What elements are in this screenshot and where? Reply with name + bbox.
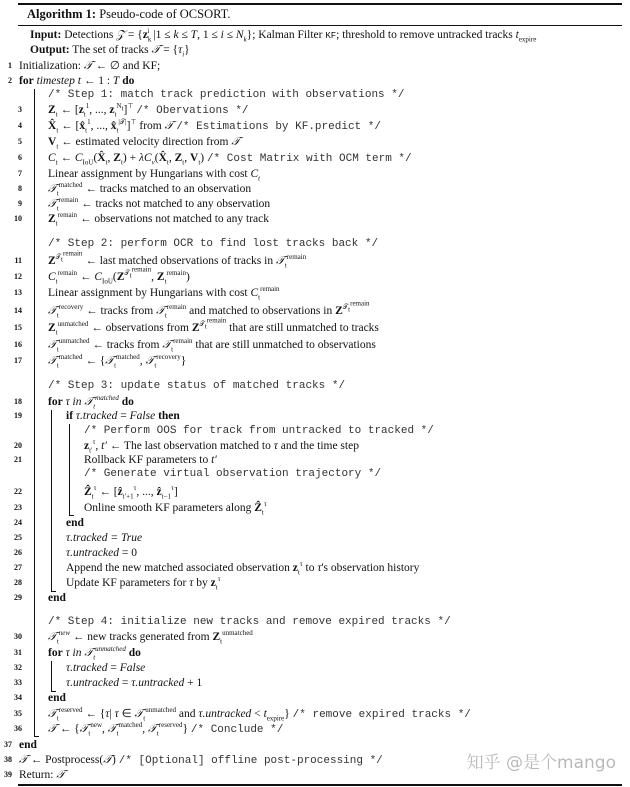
algo-line-30: 30 𝒯$_t^{new}$ ← new tracks generated from $Z_t^{unmatched}$	[0, 629, 630, 645]
algo-line-15: 15 $Z_t^{unmatched}$ ← observations from $Z^{𝒯_t^{remain}}$ that are still unmatched to tracks	[0, 320, 630, 336]
line-number: 22	[14, 487, 22, 496]
algo-line-14: 14 𝒯$_t^{recovery}$ ← tracks from 𝒯$_t^{remain}$ and matched to observations in $Z^{𝒯_t^{remain}}$	[0, 303, 630, 319]
algo-line-34	[0, 690, 630, 706]
line-number: 18	[14, 397, 22, 406]
line-number: 38	[4, 755, 12, 764]
algo-line-13: 13 Linear assignment by Hungarians with cost $C_t^{remain}$	[0, 285, 630, 301]
line-number: 21	[14, 455, 22, 464]
algo-line-36: 36 𝒯 ← {𝒯$_t^{new}$, 𝒯$_t^{matched}$, 𝒯$_t^{reserved}$} /* Conclude */	[0, 721, 630, 737]
algo-line-11: 11 $Z^{𝒯_t^{remain}}$ ← last matched observations of tracks in 𝒯$_t^{remain}$	[0, 253, 630, 269]
line-number: 20	[14, 441, 22, 450]
output-line	[30, 42, 190, 58]
bottom-rule	[18, 784, 622, 786]
comment-virtual: /* Generate virtual observation trajectory */	[84, 468, 382, 480]
algo-line-5: 5 $V_t$ ← estimated velocity direction from 𝒯	[0, 134, 630, 150]
comment: /* Obervations */	[136, 105, 249, 117]
line-number: 3	[18, 105, 22, 114]
algo-line-28: 28 Update KF parameters for τ by $z_t^\tau$	[0, 575, 630, 591]
line-number: 5	[18, 137, 22, 146]
line-number: 4	[18, 121, 22, 130]
watermark: 知乎 @是个mango	[466, 753, 616, 773]
title-rule	[18, 25, 622, 26]
line-number: 16	[14, 340, 22, 349]
end-keyword: end	[48, 592, 66, 604]
line-number: 17	[14, 356, 22, 365]
line-number: 34	[14, 693, 22, 702]
algo-line-18: 18 for τ in 𝒯$_t^{matched}$ do	[0, 394, 630, 410]
algo-line-7: 7 Linear assignment by Hungarians with cost $C_t$	[0, 166, 630, 182]
end-keyword: end	[66, 517, 84, 529]
line-number: 11	[14, 256, 22, 265]
line-number: 32	[14, 663, 22, 672]
algo-line-19: 19 if τ.tracked = False then	[0, 408, 630, 424]
line-number: 12	[14, 272, 22, 281]
line-number: 23	[14, 503, 22, 512]
algo-line-24	[0, 515, 630, 531]
algo-line-17: 17 𝒯$_t^{matched}$ ← {𝒯$_t^{matched}$, 𝒯$_t^{recovery}$}	[0, 353, 630, 369]
line-number: 28	[14, 578, 22, 587]
algo-line-25: 25 τ.tracked = True	[0, 530, 630, 546]
algo-line-21: 21 Rollback KF parameters to t′	[0, 452, 630, 468]
comment: /* Estimations by KF.predict */	[176, 121, 381, 133]
algorithm-title	[27, 7, 231, 22]
algorithm-label: Algorithm 1:	[27, 7, 97, 21]
comment: /* remove expired tracks */	[292, 709, 471, 721]
algorithm-caption: Pseudo-code of OCSORT.	[99, 7, 231, 21]
algo-line-9: 9 𝒯$_t^{remain}$ ← tracks not matched to any observation	[0, 196, 630, 212]
line-number: 10	[14, 214, 22, 223]
line-number: 37	[4, 740, 12, 749]
line-number: 29	[14, 593, 22, 602]
comment: /* Cost Matrix with OCM term */	[206, 153, 412, 165]
algo-line-4: 4 $X̂_t$ ← [$x̂_t^1$, ..., $x̂_t^{|𝒯|}]^⊤$ from 𝒯 /* Estimations by KF.predict */	[0, 118, 630, 134]
line-number: 8	[18, 184, 22, 193]
comment-step1: /* Step 1: match track prediction with observations */	[48, 89, 405, 101]
algo-line-39: 39 Return: 𝒯	[0, 767, 630, 783]
comment: /* Conclude */	[190, 724, 284, 736]
algo-line-10: 10 $Z_t^{remain}$ ← observations not matched to any track	[0, 211, 630, 227]
input-label: Input:	[30, 29, 62, 41]
line-number: 25	[14, 533, 22, 542]
algo-line-31: 31 for τ in 𝒯$_t^{unmatched}$ do	[0, 645, 630, 661]
comment: /* [Optional] offline post-processing */	[118, 755, 383, 767]
algo-line-35: 35 𝒯$_t^{reserved}$ ← {τ| τ ∈ 𝒯$_t^{unmatched}$ and τ.untracked < $t_{expire}$} /* remove expired tracks */	[0, 706, 630, 722]
algo-line-33: 33 τ.untracked = τ.untracked + 1	[0, 675, 630, 691]
line-number: 2	[8, 76, 12, 85]
line-number: 6	[18, 153, 22, 162]
line-number: 7	[18, 169, 22, 178]
comment-step2: /* Step 2: perform OCR to find lost tracks back */	[48, 238, 379, 250]
algo-line-26: 26 τ.untracked = 0	[0, 545, 630, 561]
line-number: 39	[4, 770, 12, 779]
algo-line-16: 16 𝒯$_t^{unmatched}$ ← tracks from 𝒯$_t^{remain}$ that are still unmatched to observations	[0, 337, 630, 353]
input-line	[30, 27, 536, 43]
algo-line-22: 22 Ẑ$_t^\tau$ ← [ẑ$_{t'+1}^\tau$, ..., ẑ$_{t-1}^\tau$]	[0, 484, 630, 500]
algo-line-12: 12 $C_t^{remain}$ ← $C_{IoU}(Z^{𝒯_t^{remain}}$, $Z_t^{remain}$)	[0, 269, 630, 285]
line-number: 31	[14, 648, 22, 657]
line-number: 13	[14, 288, 22, 297]
line-number: 1	[8, 61, 12, 70]
line-number: 35	[14, 709, 22, 718]
algo-line-29	[0, 590, 630, 606]
algo-line-32: 32 τ.tracked = False	[0, 660, 630, 676]
line-number: 33	[14, 678, 22, 687]
output-text: The set of tracks 𝒯 = $\{\tau_i\}$	[72, 44, 190, 59]
line-number: 30	[14, 632, 22, 641]
line-number: 19	[14, 411, 22, 420]
line-number: 9	[18, 199, 22, 208]
algo-line-6: 6 $C_t$ ← $C_{IoU}(X̂_t$, $Z_t$) + $\lambda C_v(X̂_t$, $Z_t$, $V_t$) /* Cost Matrix with OCM term */	[0, 150, 630, 166]
algo-line-38: 38 𝒯 ← Postprocess(𝒯) /* [Optional] offline post-processing */	[0, 752, 630, 768]
algo-line-1: 1 Initialization: 𝒯 ← ∅ and KF;	[0, 58, 630, 74]
line-number: 15	[14, 323, 22, 332]
algo-line-23: 23 Online smooth KF parameters along Ẑ$_t^\tau$	[0, 500, 630, 516]
comment-step3: /* Step 3: update status of matched tracks */	[48, 380, 346, 392]
line-number: 14	[14, 306, 22, 315]
line-number: 26	[14, 548, 22, 557]
algo-line-20: 20 $z_{t'}^\tau$, t′ ← The last observation matched to τ and the time step	[0, 438, 630, 454]
output-label: Output:	[30, 44, 70, 56]
algo-line-8: 8 𝒯$_t^{matched}$ ← tracks matched to an observation	[0, 181, 630, 197]
line-number: 36	[14, 724, 22, 733]
line-number: 24	[14, 518, 22, 527]
comment-step4: /* Step 4: initialize new tracks and remove expired tracks */	[48, 616, 451, 628]
algo-line-27: 27 Append the new matched associated observation $z_t^\tau$ to τ's observation history	[0, 560, 630, 576]
end-keyword: end	[48, 692, 66, 704]
algo-line-3: 3 $Z_t$ ← [$z_t^1$, ..., $z_t^{N_t}]^⊤$ /* Obervations */	[0, 102, 630, 118]
line-number: 27	[14, 563, 22, 572]
input-text: Detections 𝒵 = {$z_k^i$ |1 ≤ k ≤ T, $1 \le i \le N_k$}; Kalman Filter KF; threshold to remove untracked tracks $t_{expire}$	[64, 27, 537, 44]
algo-line-2: 2 for timestep t ← 1 : T do	[0, 73, 630, 89]
comment-oos: /* Perform OOS for track from untracked to tracked */	[84, 425, 434, 437]
end-keyword: end	[19, 739, 37, 751]
top-rule	[18, 3, 622, 5]
